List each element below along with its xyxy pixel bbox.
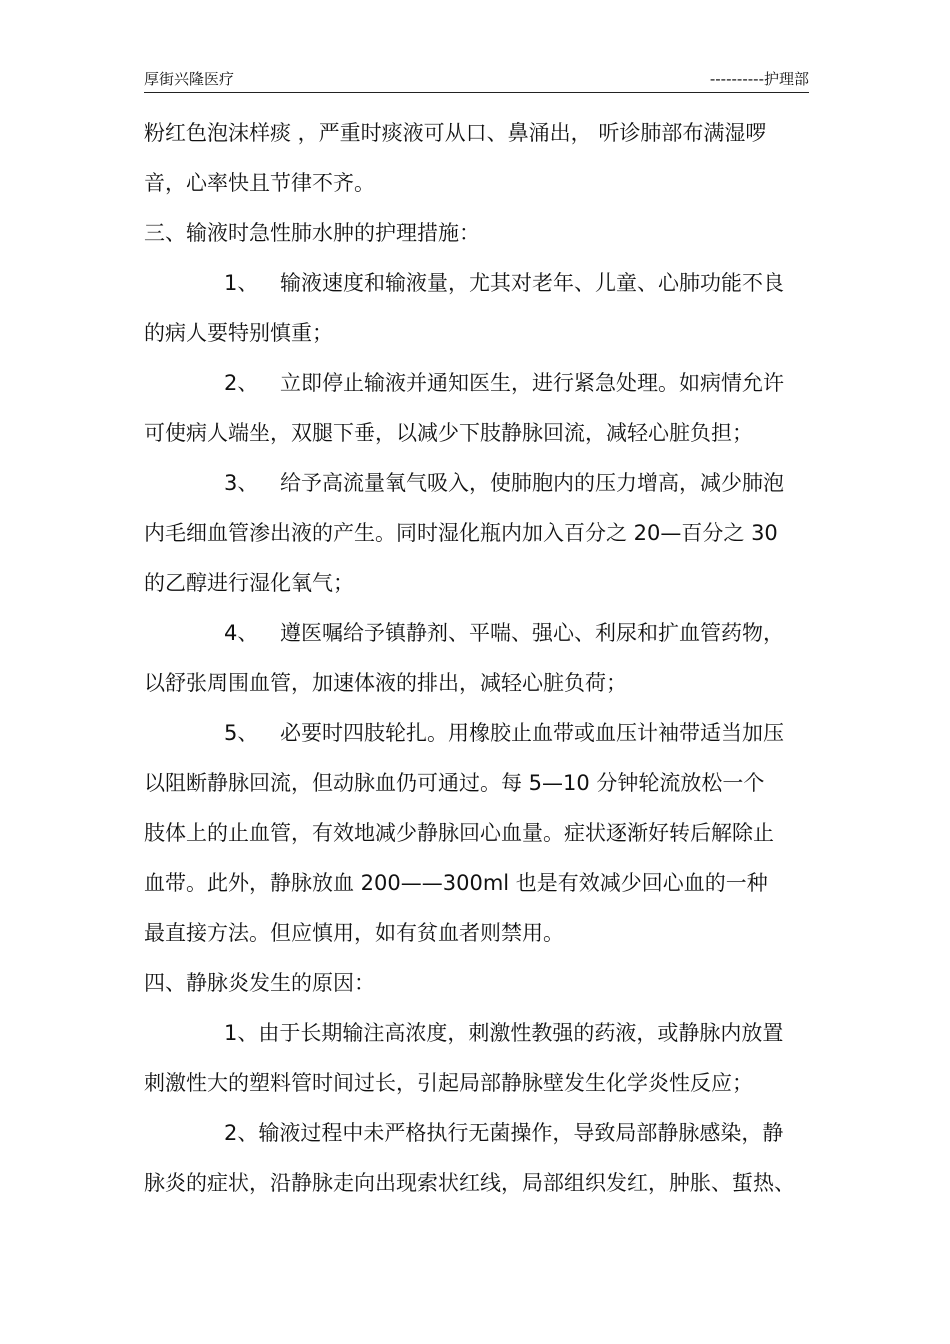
- text-line: 脉炎的症状，沿静脉走向出现索状红线，局部组织发红，肿胀、蜇热、: [144, 1171, 795, 1195]
- list-item-start: [144, 458, 809, 508]
- text-line: 最直接方法。但应慎用，如有贫血者则禁用。: [144, 921, 564, 945]
- list-number: 2、: [224, 371, 259, 395]
- list-item-start: [144, 608, 809, 658]
- list-text: 立即停止输液并通知医生，进行紧急处理。如病情允许: [280, 371, 784, 395]
- text-line: 血带。此外，静脉放血 200——300ml 也是有效减少回心血的一种: [144, 871, 768, 895]
- text-line: 内毛细血管渗出液的产生。同时湿化瓶内加入百分之 20—百分之 30: [144, 521, 778, 545]
- header-department: ----------护理部: [709, 70, 809, 88]
- list-item-start: [144, 708, 809, 758]
- list-text: 给予高流量氧气吸入，使肺胞内的压力增高，减少肺泡: [280, 471, 784, 495]
- list-text: 输液速度和输液量，尤其对老年、儿童、心肺功能不良: [280, 271, 784, 295]
- list-item-start: 1、由于长期输注高浓度，刺激性教强的药液，或静脉内放置: [224, 1021, 784, 1045]
- list-number: 4、: [224, 621, 259, 645]
- page-header: [144, 68, 809, 93]
- text-line: 以舒张周围血管，加速体液的排出，减轻心脏负荷；: [144, 671, 627, 695]
- list-text: 遵医嘱给予镇静剂、平喘、强心、利尿和扩血管药物，: [280, 621, 784, 645]
- list-item-start: [144, 258, 809, 308]
- list-number: 3、: [224, 471, 259, 495]
- list-number: 1、: [224, 271, 259, 295]
- text-line: 可使病人端坐，双腿下垂，以减少下肢静脉回流，减轻心脏负担；: [144, 421, 753, 445]
- text-line: 肢体上的止血管，有效地减少静脉回心血量。症状逐渐好转后解除止: [144, 821, 774, 845]
- text-line: 的病人要特别慎重；: [144, 321, 333, 345]
- section-heading: 四、静脉炎发生的原因：: [144, 971, 375, 995]
- list-item-start: [144, 358, 809, 408]
- document-body: [144, 108, 809, 1208]
- list-item-start: 2、输液过程中未严格执行无菌操作，导致局部静脉感染，静: [224, 1121, 784, 1145]
- header-organization: 厚街兴隆医疗: [144, 70, 235, 88]
- list-number: 5、: [224, 721, 259, 745]
- text-line: 音，心率快且节律不齐。: [144, 171, 375, 195]
- section-heading: 三、输液时急性肺水肿的护理措施：: [144, 221, 480, 245]
- text-line: 的乙醇进行湿化氧气；: [144, 571, 354, 595]
- text-line: 以阻断静脉回流，但动脉血仍可通过。每 5—10 分钟轮流放松一个: [144, 771, 765, 795]
- list-text: 必要时四肢轮扎。用橡胶止血带或血压计袖带适当加压: [280, 721, 784, 745]
- text-line: 粉红色泡沫样痰 ，严重时痰液可从口、鼻涌出， 听诊肺部布满湿啰: [144, 121, 767, 145]
- text-line: 刺激性大的塑料管时间过长，引起局部静脉壁发生化学炎性反应；: [144, 1071, 753, 1095]
